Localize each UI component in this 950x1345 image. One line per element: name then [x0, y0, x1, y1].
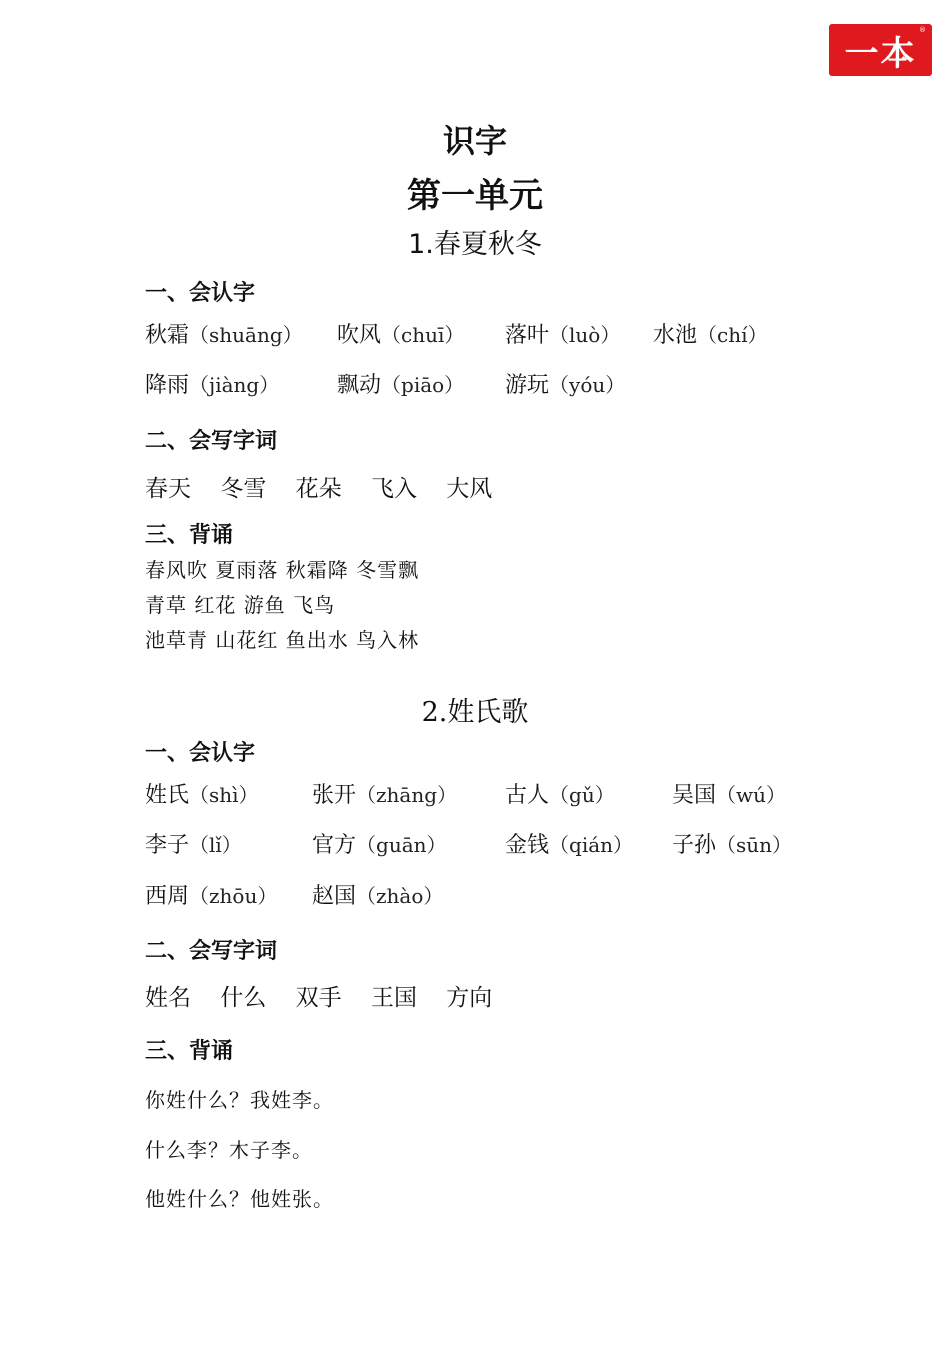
write-word: 大风	[446, 476, 493, 502]
lesson-1-title: 1.春夏秋冬	[408, 229, 542, 260]
write-word: 飞入	[370, 476, 417, 502]
lesson-2-recognize-row-2	[0, 828, 950, 862]
recite-line: 青草 红花 游鱼 飞鸟	[145, 593, 336, 617]
char-item: 西周（zhōu）	[145, 884, 278, 909]
logo-text: 一本	[844, 33, 917, 74]
lesson-2-recognize-row-3	[0, 879, 950, 913]
page-title: 识字	[442, 122, 507, 160]
char-item: 水池（chí）	[653, 323, 768, 348]
lesson-2-recognize-heading: 一、会认字	[145, 741, 256, 766]
write-word: 王国	[370, 985, 417, 1011]
char-item: 古人（gǔ）	[505, 783, 615, 808]
char-item: 游玩（yóu）	[505, 373, 626, 398]
recite-line: 池草青 山花红 鱼出水 鸟入林	[145, 628, 420, 652]
char-item: 吹风（chuī）	[337, 323, 465, 348]
write-word: 花朵	[295, 476, 342, 502]
char-item: 子孙（sūn）	[672, 833, 793, 858]
lesson-2-recognize-row-1	[0, 778, 950, 812]
recite-line: 什么李？木子李。	[145, 1138, 313, 1162]
lesson-1-recognize-row-2	[0, 368, 950, 402]
recite-line: 他姓什么？他姓张。	[145, 1187, 334, 1211]
lesson-1-recognize-heading: 一、会认字	[145, 281, 256, 306]
char-item: 李子（lǐ）	[145, 833, 242, 858]
char-item: 官方（guān）	[312, 833, 447, 858]
write-word: 春天	[145, 476, 191, 502]
brand-logo	[829, 24, 932, 76]
char-item: 秋霜（shuāng）	[145, 323, 303, 348]
lesson-1-write-heading: 二、会写字词	[145, 429, 278, 454]
char-item: 金钱（qián）	[505, 833, 634, 858]
lesson-1-recite-heading: 三、背诵	[145, 523, 234, 548]
write-word: 方向	[446, 985, 493, 1011]
registered-mark: ®	[919, 26, 928, 34]
unit-title: 第一单元	[407, 176, 543, 216]
write-word: 双手	[295, 985, 342, 1011]
lesson-1-recognize-row-1	[0, 318, 950, 352]
char-item: 飘动（piāo）	[337, 373, 465, 398]
char-item: 张开（zhāng）	[312, 783, 458, 808]
char-item: 吴国（wú）	[672, 783, 787, 808]
char-item: 姓氏（shì）	[145, 783, 259, 808]
char-item: 降雨（jiàng）	[145, 373, 280, 398]
lesson-2-write-heading: 二、会写字词	[145, 939, 278, 964]
lesson-2-title: 2.姓氏歌	[421, 697, 529, 728]
recite-line: 你姓什么？我姓李。	[145, 1088, 334, 1112]
lesson-2-recite-heading: 三、背诵	[145, 1039, 234, 1064]
write-word: 什么	[220, 985, 267, 1011]
lesson-2-write-words	[145, 979, 514, 1012]
write-word: 姓名	[145, 985, 191, 1011]
char-item: 落叶（luò）	[505, 323, 621, 348]
lesson-1-write-words	[145, 470, 514, 503]
recite-line: 春风吹 夏雨落 秋霜降 冬雪飘	[145, 558, 420, 582]
char-item: 赵国（zhào）	[312, 884, 444, 909]
write-word: 冬雪	[220, 476, 267, 502]
